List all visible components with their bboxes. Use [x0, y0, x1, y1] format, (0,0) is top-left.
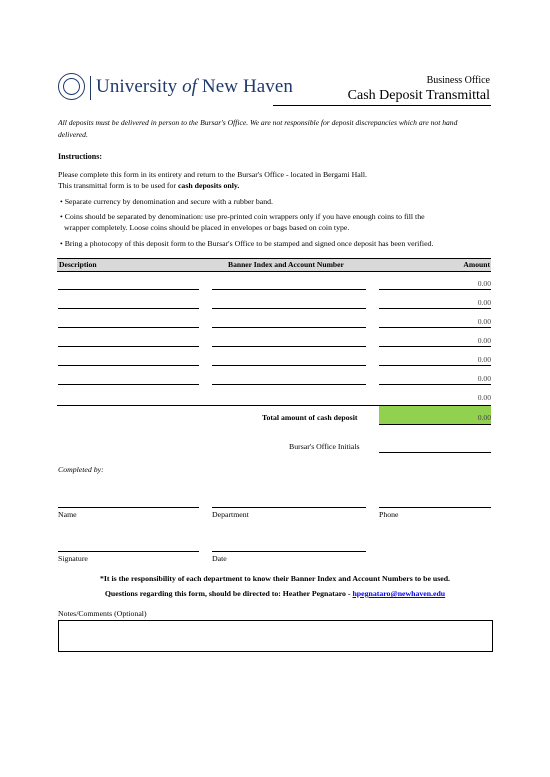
name-field[interactable] [58, 507, 199, 508]
bursar-initials-label: Bursar's Office Initials [289, 442, 360, 451]
instructions-heading: Instructions: [58, 152, 103, 161]
phone-label: Phone [379, 510, 399, 519]
amount-field[interactable] [379, 308, 491, 309]
responsibility-note: *It is the responsibility of each department to know their Banner Index and Account Numbers to be used. [99, 574, 451, 583]
notes-label: Notes/Comments (Optional) [58, 609, 147, 618]
signature-label: Signature [58, 554, 88, 563]
questions-note: Questions regarding this form, should be directed to: Heather Pegnataro - hpegnataro@newhaven.edu [104, 589, 446, 598]
amount-field[interactable] [379, 365, 491, 366]
total-amount-field[interactable] [379, 406, 491, 425]
deposit-table-header [57, 258, 491, 272]
notes-textarea[interactable] [58, 620, 493, 652]
total-value: 0.00 [477, 413, 491, 422]
date-label: Date [212, 554, 227, 563]
row-amount-value: 0.00 [477, 374, 491, 383]
row-amount-value: 0.00 [477, 393, 491, 402]
amount-field[interactable] [379, 384, 491, 385]
banner-index-field[interactable] [212, 327, 366, 328]
row-amount-value: 0.00 [477, 279, 491, 288]
university-wordmark: University of New Haven [96, 76, 294, 97]
signature-field[interactable] [58, 551, 199, 552]
col-amount: Amount [463, 260, 490, 269]
col-banner-index: Banner Index and Account Number [228, 260, 344, 269]
instruction-bullet-2-cont: wrapper completely. Loose coins should be placed in envelopes or bags based on coin type. [64, 223, 350, 232]
instruction-bullet-3: • Bring a photocopy of this deposit form to the Bursar's Office to be stamped and signed once deposit has been verified. [60, 239, 434, 248]
university-seal-logo [58, 73, 85, 100]
header-rule [273, 105, 491, 106]
contact-email-link[interactable]: hpegnataro@newhaven.edu [352, 589, 446, 598]
banner-index-field[interactable] [212, 384, 366, 385]
logo-divider [90, 76, 91, 100]
row-amount-value: 0.00 [477, 336, 491, 345]
instructions-line-1: Please complete this form in its entirety and return to the Bursar's Office - located in Bergami Hall. [58, 170, 368, 179]
instruction-bullet-1: • Separate currency by denomination and secure with a rubber band. [60, 197, 273, 206]
date-field[interactable] [212, 551, 366, 552]
delivery-notice: All deposits must be delivered in person to the Bursar's Office. We are not responsible for deposit discrepancies which are not hand delivered. [58, 118, 458, 139]
amount-field[interactable] [379, 327, 491, 328]
row-amount-value: 0.00 [477, 298, 491, 307]
completed-by-label: Completed by: [58, 465, 104, 474]
phone-field[interactable] [379, 507, 491, 508]
row-amount-value: 0.00 [477, 317, 491, 326]
department-label: Department [212, 510, 249, 519]
form-title: Cash Deposit Transmittal [347, 88, 490, 103]
description-field[interactable] [58, 308, 199, 309]
instruction-bullet-2: • Coins should be separated by denomination: use pre-printed coin wrappers only if you have enough coins to fill the [60, 212, 425, 221]
description-field[interactable] [58, 365, 199, 366]
business-office-label: Business Office [426, 75, 490, 86]
banner-index-field[interactable] [212, 365, 366, 366]
department-field[interactable] [212, 507, 366, 508]
description-field[interactable] [58, 384, 199, 385]
description-field[interactable] [58, 289, 199, 290]
row-amount-value: 0.00 [477, 355, 491, 364]
col-description: Description [59, 260, 97, 269]
bursar-initials-field[interactable] [379, 452, 491, 453]
total-label: Total amount of cash deposit [262, 413, 358, 422]
name-label: Name [58, 510, 77, 519]
description-field[interactable] [58, 327, 199, 328]
amount-field[interactable] [379, 289, 491, 290]
instructions-line-2: This transmittal form is to be used for cash deposits only. [58, 181, 240, 190]
banner-index-field[interactable] [212, 346, 366, 347]
banner-index-field[interactable] [212, 289, 366, 290]
description-field[interactable] [58, 346, 199, 347]
banner-index-field[interactable] [212, 308, 366, 309]
amount-field[interactable] [379, 346, 491, 347]
